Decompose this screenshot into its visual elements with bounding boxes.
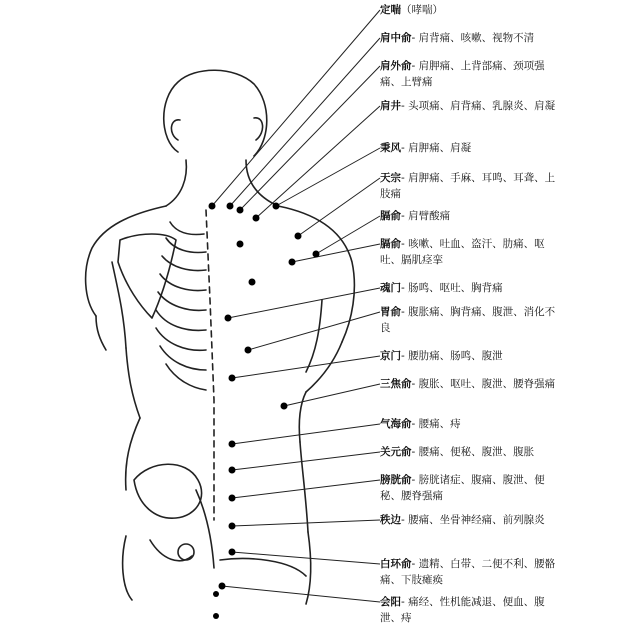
- ear-left: [171, 120, 180, 140]
- acupoint-dots: [209, 203, 320, 620]
- point-label: 魂门- 肠鸣、呕吐、胸背痛: [380, 282, 503, 294]
- point-label: 秩边- 腰痛、坐骨神经痛、前列腺炎: [380, 514, 545, 526]
- point-label: 肩外俞- 肩胛痛、上背部痛、颈项强痛、上臂痛: [380, 60, 545, 88]
- hip-right: [300, 442, 308, 532]
- point-label: 肩井- 头项痛、肩背痛、乳腺炎、肩凝: [380, 100, 556, 112]
- point-label: 膈俞- 肩臂酸痛: [380, 210, 451, 222]
- left-arm: [96, 316, 106, 350]
- hip-left: [126, 418, 140, 490]
- buttock-curve: [220, 559, 306, 576]
- sacrum: [196, 490, 214, 568]
- point-label: 关元俞- 腰痛、便秘、腹泄、腹胀: [380, 446, 535, 458]
- torso-left: [126, 348, 140, 418]
- point-label: 天宗- 肩胛痛、手麻、耳鸣、耳聋、上肢痛: [380, 172, 556, 200]
- point-label: 气海俞- 腰痛、痔: [380, 418, 461, 430]
- point-label: 肩中俞- 肩背痛、咳嗽、视物不清: [380, 32, 535, 44]
- point-label: 秉风- 肩胛痛、肩凝: [380, 142, 472, 154]
- point-label: 白环俞- 遗精、白带、二便不利、腰骼痛、下肢瘫痪: [380, 558, 556, 586]
- pelvis: [134, 464, 202, 518]
- buttock-right: [306, 532, 311, 604]
- point-label: 膀胱俞- 膀胱诸症、腹痛、腹泄、便秘、腰脊强痛: [380, 474, 545, 502]
- point-label: 膈俞- 咳嗽、吐血、盗汗、肋痛、呕吐、膈肌痉挛: [380, 238, 545, 266]
- point-label: 京门- 腰肋痛、肠鸣、腹泄: [380, 350, 503, 362]
- leader-lines: [212, 10, 380, 602]
- right-arm-outer: [306, 342, 342, 392]
- point-label: 定喘（哮喘）: [380, 4, 443, 16]
- neck-left: [166, 160, 186, 206]
- left-shoulder: [86, 206, 166, 316]
- head-outline: [164, 70, 267, 156]
- right-arm-inner: [306, 300, 322, 372]
- spine: [206, 210, 214, 520]
- left-armpit: [112, 262, 126, 348]
- ear-right: [254, 118, 263, 140]
- point-label: 胃俞- 腹胀痛、胸背痛、腹泄、消化不良: [380, 306, 556, 334]
- point-label: 三焦俞- 腹胀、呕吐、腹泄、腰脊强痛: [380, 378, 556, 390]
- point-label: 会阳- 痛经、性机能减退、便血、腹泄、痔: [380, 596, 545, 624]
- right-shoulder: [278, 206, 354, 342]
- scapula: [118, 234, 176, 318]
